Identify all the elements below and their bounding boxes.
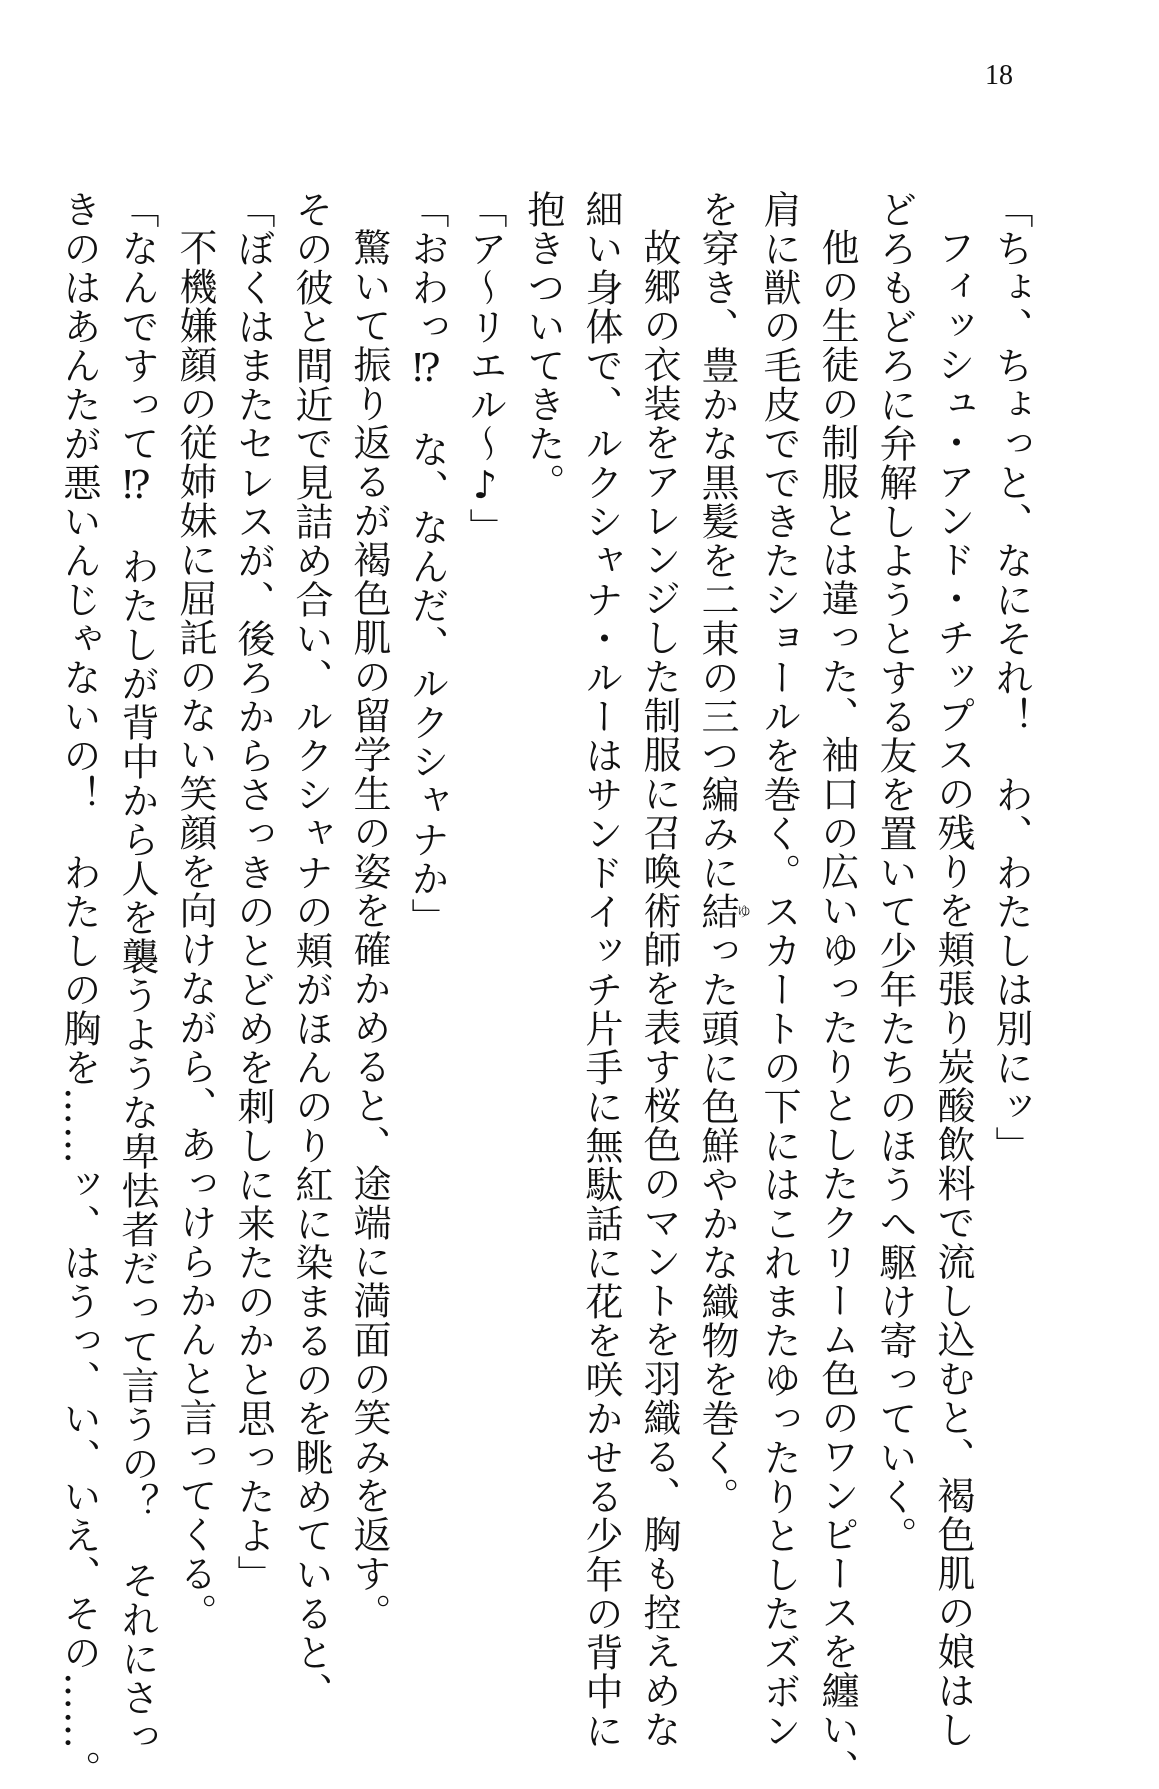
page-number: 18: [985, 60, 1013, 91]
text-line: その彼と間近で見詰め合い、ルクシャナの頬がほんのり紅に染まるのを眺めていると、: [289, 190, 333, 1711]
text-line: どろもどろに弁解しようとする友を置いて少年たちのほうへ駆け寄っていく。: [873, 190, 917, 1555]
text-line: 抱きついてきた。: [521, 190, 565, 502]
text-line: 「ア〜リエル〜♪」: [463, 190, 507, 547]
text-line: きのはあんたが悪いんじゃないの！ わたしの胸を……ッ、はうっ、い、いえ、その……。: [57, 190, 101, 1789]
text-line: 「なんですって⁉ わたしが背中から人を襲うような卑怯者だって言うの？ それにさっ: [115, 190, 159, 1756]
text-line: 「ちょ、ちょっと、なにそれ！ わ、わたしは別にッ」: [989, 190, 1033, 1165]
text-line: 肩に獣の毛皮でできたショールを巻く。スカートの下にはこれまたゆったりとしたズボン: [757, 190, 801, 1750]
text-line: 故郷の衣装をアレンジした制服に召喚術師を表す桜色のマントを羽織る、胸も控えめな: [637, 228, 681, 1749]
text-line-with-ruby: [688, 190, 750, 1600]
text-line: 他の生徒の制服とは違った、袖口の広いゆったりとしたクリーム色のワンピースを纏い、: [815, 228, 859, 1788]
text-segment: った頭に色鮮やかな織物を巻く。: [695, 931, 739, 1516]
body-text: [57, 190, 1040, 1789]
text-segment: を穿き、豊かな黒髪を二束の三つ編みに: [695, 190, 739, 892]
text-line: フィッシュ・アンド・チップスの残りを頬張り炭酸飲料で流し込むと、褐色肌の娘はし: [931, 228, 975, 1749]
text-line: 不機嫌顔の従姉妹に屈託のない笑顔を向けながら、あっけらかんと言ってくる。: [173, 228, 217, 1632]
text-line: 「おわっ⁉ な、なんだ、ルクシャナか」: [405, 190, 449, 937]
ruby-annotation: 結ゆ: [695, 892, 751, 931]
text-line: 「ぼくはまたセレスが、後ろからさっきのとどめを刺しに来たのかと思ったよ」: [231, 190, 275, 1594]
text-line: 細い身体で、ルクシャナ・ルーはサンドイッチ片手に無駄話に花を咲かせる少年の背中に: [579, 190, 623, 1750]
text-line: 驚いて振り返るが褐色肌の留学生の姿を確かめると、途端に満面の笑みを返す。: [347, 228, 391, 1632]
